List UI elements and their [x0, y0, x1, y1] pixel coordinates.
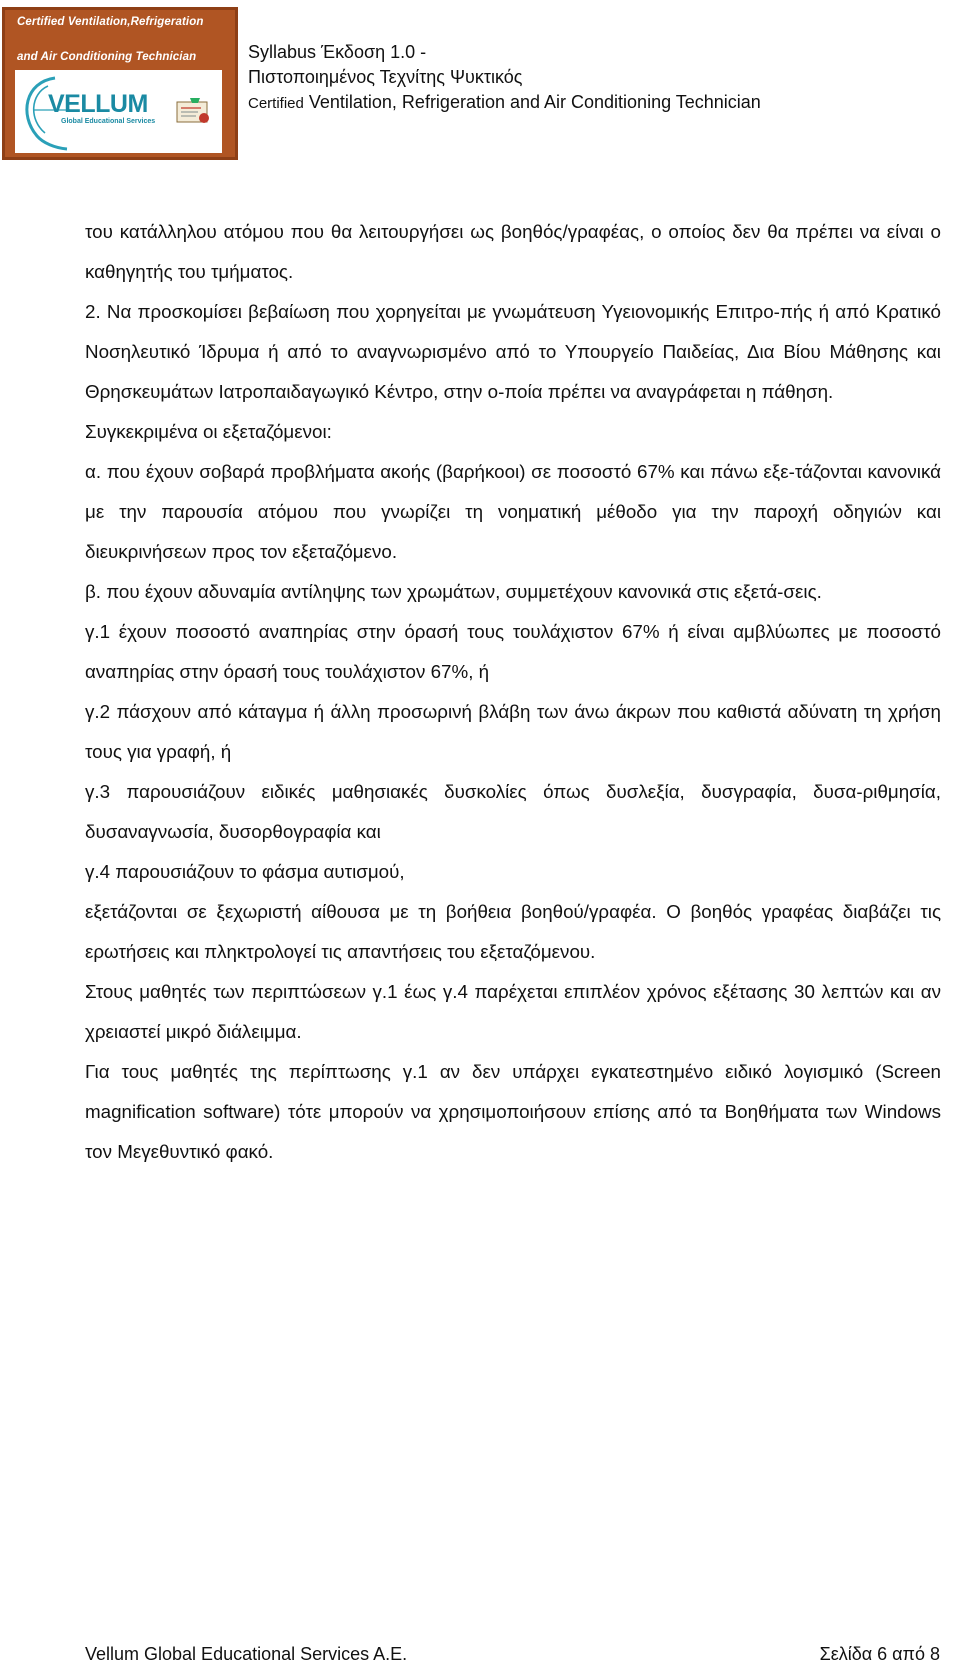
page-footer [85, 1641, 940, 1667]
header-title-greek: Πιστοποιημένος Τεχνίτης Ψυκτικός [248, 67, 523, 87]
paragraph: του κατάλληλου ατόμου που θα λειτουργήσει ως βοηθός/γραφέας, ο οποίος δεν θα πρέπει να είναι ο καθηγητής του τμήματος. [85, 221, 941, 282]
paragraph: γ.4 παρουσιάζουν το φάσμα αυτισμού, [85, 861, 405, 882]
document-body [85, 212, 941, 1172]
paragraph: 2. Να προσκομίσει βεβαίωση που χορηγείται με γνωμάτευση Υγειονομικής Επιτρο-πής ή από Κρατικό Νοσηλευτικό Ίδρυμα ή από το αναγνωρισμένο από το Υπουργείο Παιδείας, Δια Βίου Μάθησης και Θρησκευμάτων Ιατροπαιδαγωγικό Κέντρο, στην ο-ποία πρέπει να αναγράφεται η πάθηση. [85, 301, 941, 402]
header-title-english [248, 90, 761, 116]
logo-line-2: and Air Conditioning Technician [17, 51, 197, 63]
paragraph: γ.1 έχουν ποσοστό αναπηρίας στην όρασή τους τουλάχιστον 67% ή είναι αμβλύωπες με ποσοστό αναπηρίας στην όρασή τους τουλάχιστον 67%, ή [85, 621, 941, 682]
logo-panel [15, 70, 222, 153]
logo-line-1: Certified Ventilation,Refrigeration [17, 16, 204, 28]
header-certified-title: Ventilation, Refrigeration and Air Conditioning Technician [303, 92, 761, 112]
header-syllabus-version: Syllabus Έκδοση 1.0 - [248, 42, 427, 62]
paragraph: α. που έχουν σοβαρά προβλήματα ακοής (βαρήκοοι) σε ποσοστό 67% και πάνω εξε-τάζονται κανονικά με την παρουσία ατόμου που γνωρίζει τη νοηματική μέθοδο για την παροχή οδηγιών και διευκρινήσεων προς τον εξεταζόμενο. [85, 461, 941, 562]
logo-tagline: Global Educational Services [61, 118, 156, 125]
paragraph: εξετάζονται σε ξεχωριστή αίθουσα με τη βοήθεια βοηθού/γραφέα. Ο βοηθός γραφέας διαβάζει τις ερωτήσεις και πληκτρολογεί τις απαντήσεις του εξεταζόμενου. [85, 901, 941, 962]
certificate-icon [176, 96, 212, 126]
footer-company: Vellum Global Educational Services A.E. [85, 1644, 408, 1664]
page-number: Σελίδα 6 από 8 [819, 1644, 940, 1664]
header-certified-prefix: Certified [248, 95, 304, 112]
paragraph: β. που έχουν αδυναμία αντίληψης των χρωμάτων, συμμετέχουν κανονικά στις εξετά-σεις. [85, 581, 822, 602]
paragraph: Στους μαθητές των περιπτώσεων γ.1 έως γ.4 παρέχεται επιπλέον χρόνος εξέτασης 30 λεπτών και αν χρειαστεί μικρό διάλειμμα. [85, 981, 941, 1042]
paragraph: Συγκεκριμένα οι εξεταζόμενοι: [85, 421, 332, 442]
brand-logo [2, 7, 238, 160]
logo-brand: VELLUM [48, 90, 148, 118]
document-header [248, 40, 761, 116]
paragraph: γ.2 πάσχουν από κάταγμα ή άλλη προσωρινή βλάβη των άνω άκρων που καθιστά αδύνατη τη χρήση τους για γραφή, ή [85, 701, 941, 762]
paragraph: Για τους μαθητές της περίπτωσης γ.1 αν δεν υπάρχει εγκατεστημένο ειδικό λογισμικό (Screen magnification software) τότε μπορούν να χρησιμοποιήσουν επίσης από τα Βοηθήματα των Windows τον Μεγεθυντικό φακό. [85, 1061, 941, 1162]
paragraph: γ.3 παρουσιάζουν ειδικές μαθησιακές δυσκολίες όπως δυσλεξία, δυσγραφία, δυσα-ριθμησία, δυσαναγνωσία, δυσορθογραφία και [85, 781, 941, 842]
